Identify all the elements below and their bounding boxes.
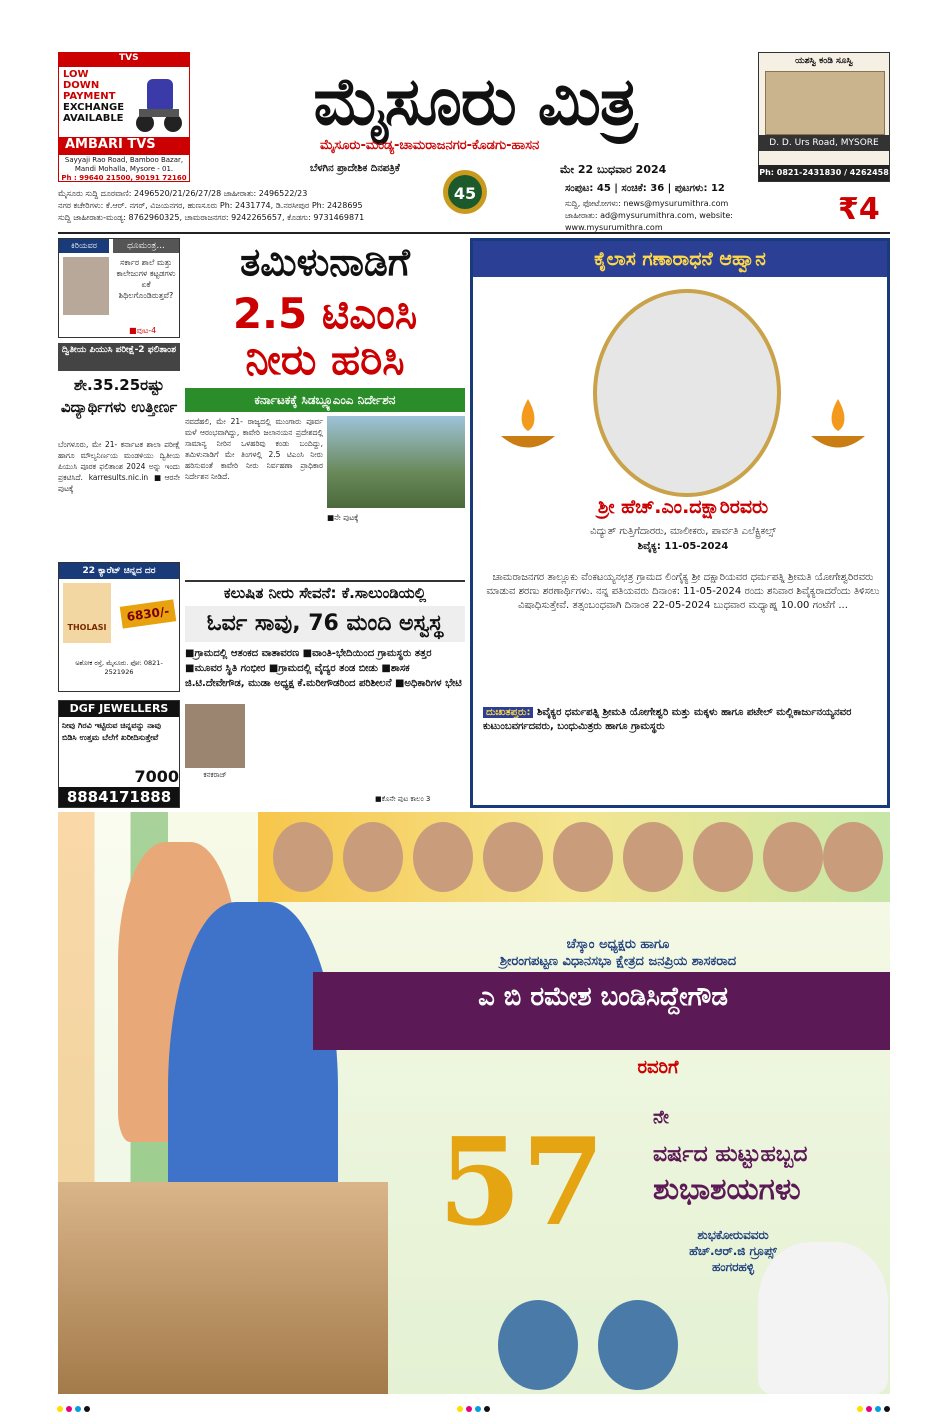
tholasi-ad bbox=[58, 562, 180, 692]
second-bullets: ■ಗ್ರಾಮದಲ್ಲಿ ಆತಂಕದ ವಾತಾವರಣ ■ವಾಂತಿ-ಭೇದಿಯಿಂದ ಗ್ರಾಮಸ್ಥರು ತತ್ತರ ■ಮೂವರ ಸ್ಥಿತಿ ಗಂಭೀರ ■ಗ್ರಾಮದಲ್ಲಿ ವೈದ್ಯರ ತಂಡ ಬೀಡು ■ಶಾಸಕ ಜಿ.ಟಿ.ದೇವೇಗೌಡ, ಮುಡಾ ಅಧ್ಯಕ್ಷ ಕೆ.ಮರೀಗೌಡರಿಂದ ಪರಿಶೀಲನೆ ■ಅಧಿಕಾರಿಗಳ ಭೇಟಿ bbox=[185, 648, 462, 689]
honoree-name: ಎ ಬಿ ರಮೇಶ ಬಂಡಿಸಿದ್ದೇಗೌಡ bbox=[478, 982, 728, 1012]
dgf-body: ನೀವು ಗಿರವಿ ಇಟ್ಟಿರುವ ಚಿನ್ನವನ್ನು ನಾವು ಬಿಡಿಸಿ ಉತ್ತಮ ಬೆಲೆಗೆ ಖರೀದಿಸುತ್ತೇವೆ bbox=[62, 721, 161, 742]
obituary-ad bbox=[470, 238, 890, 808]
price: ₹4 bbox=[838, 192, 880, 227]
wishes-text: ಶುಭಾಶಯಗಳು bbox=[653, 1172, 801, 1207]
showroom-title: ಯಶಸ್ವಿ ಕಂಡಿ ಸೂಸ್ವಿ bbox=[795, 56, 853, 66]
dgf-phone: 8884171888 bbox=[59, 787, 179, 807]
leader-photo bbox=[483, 822, 543, 892]
sign-line: ಹೆಚ್.ಆರ್.ಜಿ ಗ್ರೂಪ್ಸ್ bbox=[689, 1244, 777, 1258]
main-body: ನವದೆಹಲಿ, ಮೇ 21- ರಾಜ್ಯದಲ್ಲಿ ಮುಂಗಾರು ಪೂರ್ವ ಮಳೆ ಆರಂಭವಾಗಿದ್ದು, ಕಾವೇರಿ ಜಲಾನಯನ ಪ್ರದೇಶದಲ್ಲಿ ಸಾಮಾನ್ಯ ನೀರಿನ ಒಳಹರಿವು ಕಂಡು ಬಂದಿದ್ದು, ತಮಿಳುನಾಡಿಗೆ ಮೇ ತಿಂಗಳಲ್ಲಿ 2.5 ಟಿಎಂಸಿ ನೀರು ಹರಿಸುವಂತೆ ಕಾವೇರಿ ನೀರು ನಿರ್ವಹಣಾ ಪ್ರಾಧಿಕಾರ ನಿರ್ದೇಶನ ನೀಡಿದೆ. bbox=[185, 417, 323, 481]
leader-photo bbox=[823, 822, 883, 892]
dgf-ad bbox=[58, 700, 180, 808]
dam-photo bbox=[327, 416, 465, 508]
tholasi-address: ಅಶೋಕ ರಸ್ತೆ, ಮೈಸೂರು. ಫೋ: 0821-2521926 bbox=[75, 659, 163, 676]
tvs-line: LOW bbox=[63, 69, 89, 80]
ad-line1: ಚೆಸ್ಕಾಂ ಅಧ್ಯಕ್ಷರು ಹಾಗೂ bbox=[566, 937, 670, 952]
lamp-icon bbox=[803, 391, 873, 461]
showroom-ad bbox=[758, 52, 890, 182]
ad-line2: ಶ್ರೀರಂಗಪಟ್ಟಣ ವಿಧಾನಸಭಾ ಕ್ಷೇತ್ರದ ಜನಪ್ರಿಯ ಶಾಸಕರಾದ bbox=[499, 954, 737, 969]
scooter-image bbox=[129, 71, 185, 137]
tvs-logo: TVS bbox=[59, 53, 189, 67]
photo-caption: ಕನಕರಾಜ್ bbox=[203, 771, 227, 779]
leader-photo bbox=[553, 822, 613, 892]
ordinal-suffix: ನೇ bbox=[653, 1107, 669, 1128]
contact-line: ಸುದ್ದಿ ಜಾಹೀರಾತು-ಮಂಡ್ಯ: 8762960325, ಚಾಮರಾಜನಗರ: 9242265657, ಕೊಡಗು: 9731469871 bbox=[58, 213, 365, 222]
subtitle: ಬೆಳಗಿನ ಪ್ರಾದೇಶಿಕ ದಿನಪತ್ರಿಕೆ bbox=[310, 163, 400, 174]
column-title: ಧೂಮಂತ್ರ... bbox=[113, 239, 179, 253]
divider bbox=[58, 232, 890, 234]
sign-line: ಶುಭಕೋರುವವರು bbox=[697, 1228, 769, 1242]
svg-text:45: 45 bbox=[453, 184, 477, 203]
footer-text: ಶಿವೈಕ್ಯರ ಧರ್ಮಪತ್ನಿ ಶ್ರೀಮತಿ ಯೋಗೇಶ್ವರಿ ಮತ್ತು ಮಕ್ಕಳು ಹಾಗೂ ಪಟೇಲ್ ಮಲ್ಲಿಕಾರ್ಜುನಯ್ಯನವರ ಕುಟುಂಬವರ್ಗದವರು, ಬಂಧುಮಿತ್ರರು ಹಾಗೂ ಗ್ರಾಮಸ್ಥರು bbox=[483, 707, 852, 732]
email-info bbox=[565, 198, 825, 234]
issue-info: ಸಂಪುಟ: 45 | ಸಂಚಿಕೆ: 36 | ಪುಟಗಳು: 12 bbox=[565, 183, 725, 194]
leader-photo bbox=[413, 822, 473, 892]
tvs-ad bbox=[58, 52, 190, 182]
divider bbox=[185, 580, 465, 582]
obituary-body: ಚಾಮರಾಜನಗರ ತಾಲ್ಲೂಕು ವೆಂಕಟಯ್ಯನಛತ್ರ ಗ್ರಾಮದ ಲಿಂಗೈಕ್ಯ ಶ್ರೀ ದಕ್ಷಾರಿಯವರ ಧರ್ಮಪತ್ನಿ ಶ್ರೀಮತಿ ಯೋಗೇಶ್ವರಿರವರು ಮಾಡುವ ಶರಣು ಶರಣಾರ್ಥಿಗಳು. ನನ್ನ ಪತಿಯವರು ದಿನಾಂಕ: 11-05-2024 ರಂದು ಶನಿವಾರ ಶಿವೈಕ್ಯರಾದರೆಂದು ತಿಳಿಸಲು ವಿಷಾಧಿಸುತ್ತೇವೆ. ತತ್ಸಂಬಂಧವಾಗಿ ದಿನಾಂಕ 22-05-2024 ಬುಧವಾರ ಮಧ್ಯಾಹ್ನ 10.00 ಗಂಟೆಗೆ ... bbox=[486, 572, 880, 611]
puc-body: ಬೆಂಗಳೂರು, ಮೇ 21- ಕರ್ನಾಟಕ ಶಾಲಾ ಪರೀಕ್ಷೆ ಹಾಗೂ ಮೌಲ್ಯನಿರ್ಣಯ ಮಂಡಳಿಯು ದ್ವಿತೀಯ ಪಿಯುಸಿ ಪೂರಕ ಫಲಿತಾಂಶ 2024 ಅನ್ನು ಇಂದು ಪ್ರಕಟಿಸಿದೆ. karresults.nic.in ■ಆರನೇ ಪುಟಕ್ಕೆ bbox=[58, 440, 180, 493]
sign-line: ಹಂಗರಹಳ್ಳಿ bbox=[711, 1260, 755, 1274]
ad-email[interactable]: ಜಾಹೀರಾತು: ad@mysurumithra.com, website: www.mysurumithra.com bbox=[565, 211, 733, 232]
tvs-line: DOWN bbox=[63, 80, 100, 91]
death-date: ಶಿವೈಕ್ಯ: 11-05-2024 bbox=[637, 541, 729, 552]
column-tag: ಕಿರಿಯವರ bbox=[59, 239, 109, 253]
gold-rate-heading: 22 ಕ್ಯಾರೆಟ್ ಚಿನ್ನದ ದರ bbox=[59, 563, 179, 579]
puc-tag: ದ್ವಿತೀಯ ಪಿಯುಸಿ ಪರೀಕ್ಷೆ-2 ಫಲಿತಾಂಶ bbox=[58, 343, 180, 371]
ravarige: ರವರಿಗೆ bbox=[637, 1057, 679, 1078]
leader-photo bbox=[693, 822, 753, 892]
gold-price-tag: 6830/- bbox=[120, 599, 177, 628]
registration-marks-icon bbox=[55, 1404, 895, 1414]
leader-photo bbox=[623, 822, 683, 892]
column-text: ಸರ್ಕಾರ ಶಾಲೆ ಮತ್ತು ಕಾಲೇಜುಗಳ ಕಟ್ಟಡಗಳು ಏಕೆ ಶಿಥಿಲಗೊಂಡಿರುತ್ತವೆ? bbox=[116, 258, 176, 300]
tvs-phone: Ph : 99640 21500, 90191 72160 bbox=[61, 174, 187, 182]
second-kicker: ಕಲುಷಿತ ನೀರು ಸೇವನೆ: ಕೆ.ಸಾಲುಂಡಿಯಲ್ಲಿ bbox=[223, 584, 427, 602]
building-image bbox=[765, 71, 885, 135]
tvs-line: AVAILABLE bbox=[63, 113, 124, 124]
contact-line: ಮೈಸೂರು ಸುದ್ದಿ ದೂರವಾಣಿ: 2496520/21/26/27/28 ಜಾಹೀರಾತು: 2496522/23 bbox=[58, 189, 308, 198]
deceased-name: ಶ್ರೀ ಹೆಚ್.ಎಂ.ದಕ್ಷಾರಿರವರು bbox=[597, 496, 769, 518]
dgf-heading: DGF JEWELLERS bbox=[59, 701, 179, 717]
tholasi-logo: THOLASI bbox=[63, 583, 111, 643]
main-headline-line1: ತಮಿಳುನಾಡಿಗೆ bbox=[240, 240, 410, 284]
tagline: ಮೈಸೂರು-ಮಂಡ್ಯ-ಚಾಮರಾಜನಗರ-ಕೊಡಗು-ಹಾಸನ bbox=[320, 138, 540, 153]
birthday-text: ವರ್ಷದ ಹುಟ್ಟುಹಬ್ಬದ bbox=[653, 1142, 808, 1167]
wisher-photo bbox=[758, 1242, 888, 1394]
deceased-photo bbox=[593, 289, 781, 497]
leader-photo bbox=[273, 822, 333, 892]
obituary-header: ಕೈಲಾಸ ಗಣಾರಾಧನೆ ಆಹ್ವಾನ bbox=[473, 241, 887, 277]
tvs-address: Sayyaji Rao Road, Bamboo Bazar, Mandi Mohalla, Mysore - 01. bbox=[64, 156, 184, 173]
leader-photo bbox=[343, 822, 403, 892]
news-email[interactable]: ಸುದ್ದಿ, ಫೋಟೋಗಳು: news@mysurumithra.com bbox=[565, 199, 729, 208]
main-headline-line2: 2.5 ಟಿಎಂಸಿ bbox=[232, 289, 418, 338]
vidhana-soudha-image bbox=[58, 1182, 388, 1394]
tvs-brand: AMBARI TVS bbox=[59, 137, 190, 155]
newspaper-title[interactable]: ಮೈಸೂರು ಮಿತ್ರ bbox=[313, 63, 637, 140]
tvs-line: EXCHANGE bbox=[63, 102, 125, 113]
issue-date: ಮೇ 22 ಬುಧವಾರ 2024 bbox=[560, 163, 667, 176]
wisher-photo bbox=[598, 1300, 678, 1390]
footer-label: ದುಃಖತಪ್ತರು: bbox=[483, 707, 533, 718]
contact-line: ನಗರ ಕಚೇರಿಗಳು: ಕೆ.ಆರ್. ನಗರ್, ವಿಜಯನಗರ, ಹುಣಸೂರು Ph: 2431774, ಡಿ.ನರಸೀಪುರ Ph: 2428695 bbox=[58, 201, 363, 210]
showroom-address: D. D. Urs Road, MYSORE bbox=[759, 135, 889, 151]
leader-photo bbox=[763, 822, 823, 892]
lamp-icon bbox=[493, 391, 563, 461]
wisher-photo bbox=[498, 1300, 578, 1390]
columnist-photo bbox=[63, 257, 109, 315]
second-headline: ಓರ್ವ ಸಾವು, 76 ಮಂದಿ ಅಸ್ವಸ್ಥ bbox=[185, 606, 465, 642]
birthday-ad bbox=[58, 812, 890, 1394]
second-page-ref: ■ಕೊನೇ ಪುಟ ಕಾಲಂ 3 bbox=[375, 795, 431, 803]
showroom-phone: Ph: 0821-2431830 / 4262458 bbox=[759, 165, 889, 181]
dgf-price: 7000 bbox=[134, 767, 179, 786]
contacts bbox=[58, 188, 438, 224]
tvs-line: PAYMENT bbox=[63, 91, 116, 102]
main-page-ref: ■ನೇ ಪುಟಕ್ಕೆ bbox=[327, 513, 359, 522]
obituary-footer bbox=[483, 706, 883, 734]
column-page-ref: ■ಪುಟ-4 bbox=[129, 326, 157, 335]
main-headline-line3: ನೀರು ಹರಿಸಿ bbox=[245, 335, 405, 384]
birthday-number: 57 bbox=[438, 1112, 605, 1253]
column-box[interactable] bbox=[58, 238, 180, 338]
main-subhead: ಕರ್ನಾಟಕಕ್ಕೆ ಸಿಡಬ್ಲ್ಯೂಎಂಎ ನಿರ್ದೇಶನ bbox=[185, 388, 465, 412]
puc-story[interactable] bbox=[58, 343, 180, 563]
puc-headline: ಶೇ.35.25ರಷ್ಟು ವಿದ್ಯಾರ್ಥಿಗಳು ಉತ್ತೀರ್ಣ bbox=[60, 376, 178, 416]
anniversary-badge-icon bbox=[430, 160, 500, 220]
victim-photo bbox=[185, 704, 245, 768]
deceased-occupation: ವಿದ್ಯುತ್ ಗುತ್ತಿಗೆದಾರರು, ಮಾಲೀಕರು, ಪಾರ್ವತಿ ಎಲೆಕ್ಟ್ರಿಕಲ್ಸ್ bbox=[590, 526, 776, 537]
main-story[interactable] bbox=[185, 238, 465, 808]
